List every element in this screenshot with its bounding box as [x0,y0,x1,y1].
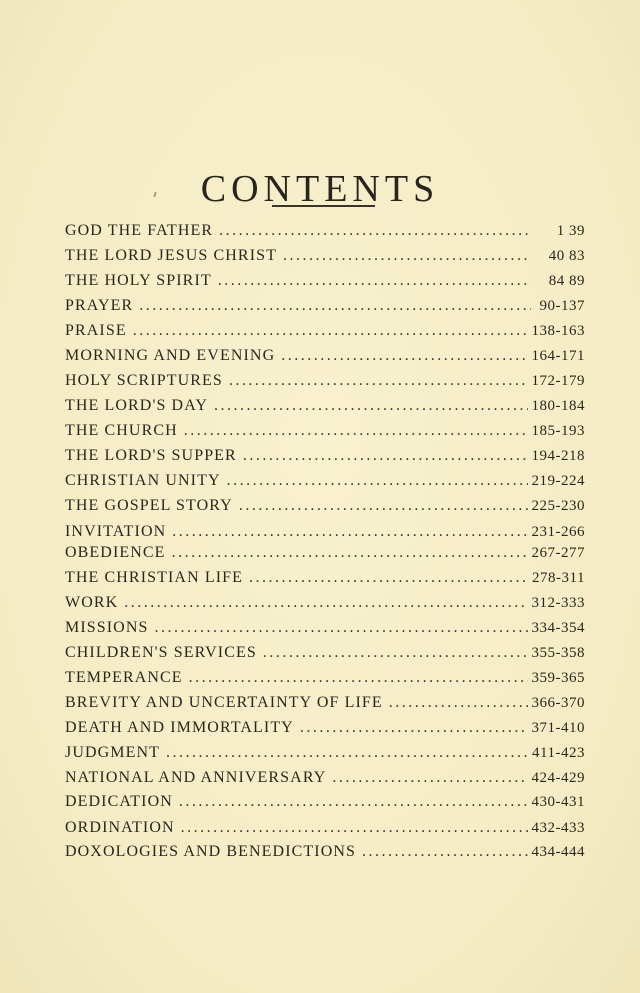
toc-entry-label: NATIONAL AND ANNIVERSARY [65,769,327,786]
dot-leader [166,744,528,762]
toc-entry-label: INVITATION [65,523,167,540]
toc-entry-pages: 84 89 [548,273,585,289]
dot-leader [155,619,528,637]
toc-entry [65,347,585,371]
toc-entry-pages: 231-266 [531,524,585,540]
toc-entry-label: TEMPERANCE [65,669,183,686]
toc-entry-label: BREVITY AND UNCERTAINTY OF LIFE [65,694,383,711]
toc-entry [65,247,585,271]
toc-entry-pages: 434-444 [531,844,585,860]
toc-entry-label: DOXOLOGIES AND BENEDICTIONS [65,843,357,860]
toc-entry-label: PRAYER [65,297,134,314]
toc-entry [65,819,585,843]
toc-entry [65,619,585,643]
dot-leader [139,297,531,315]
dot-leader [283,247,531,265]
toc-entry-pages: 40 83 [548,248,585,264]
dot-leader [300,719,528,737]
toc-entry-label: DEDICATION [65,793,173,810]
toc-entry-label: THE LORD JESUS CHRIST [65,247,278,264]
toc-entry-pages: 359-365 [531,670,585,686]
toc-entry-pages: 355-358 [531,645,585,661]
dot-leader [218,272,531,290]
toc-entry-label: MORNING AND EVENING [65,347,276,364]
toc-entry-pages: 366-370 [531,695,585,711]
toc-entry-label: OBEDIENCE [65,544,166,561]
dot-leader [133,322,528,340]
toc-entry-label: JUDGMENT [65,744,161,761]
toc-entry-pages: 312-333 [531,595,585,611]
contents-heading: CONTENTS [200,168,440,211]
toc-entry-label: THE LORD'S SUPPER [65,447,237,464]
toc-entry [65,544,585,568]
toc-entry [65,222,585,246]
toc-entry-label: HOLY SCRIPTURES [65,372,223,389]
toc-entry-pages: 138-163 [531,323,585,339]
toc-entry-pages: 432-433 [531,820,585,836]
dot-leader [181,819,528,837]
toc-entry [65,472,585,496]
toc-entry-pages: 334-354 [531,620,585,636]
dot-leader [172,523,527,541]
dot-leader [227,472,528,490]
toc-entry [65,497,585,521]
toc-entry-pages: 172-179 [531,373,585,389]
toc-entry-label: CHRISTIAN UNITY [65,472,221,489]
dot-leader [239,497,528,515]
toc-entry-label: DEATH AND IMMORTALITY [65,719,294,736]
dot-leader [179,793,528,811]
toc-entry-label: GOD THE FATHER [65,222,214,239]
dot-leader [263,644,528,662]
toc-entry-pages: 90-137 [539,298,585,314]
toc-entry-pages: 430-431 [531,794,585,810]
toc-entry [65,694,585,718]
toc-entry [65,322,585,346]
toc-entry-label: CHILDREN'S SERVICES [65,644,257,661]
toc-entry [65,843,585,867]
toc-entry-pages: 1 39 [556,223,585,239]
toc-entry [65,793,585,817]
toc-entry [65,272,585,296]
toc-entry-label: THE LORD'S DAY [65,397,209,414]
toc-entry [65,719,585,743]
dot-leader [362,843,527,861]
toc-entry-label: THE CHURCH [65,422,178,439]
dot-leader [332,769,527,787]
toc-entry-label: THE CHRISTIAN LIFE [65,569,244,586]
toc-entry-label: THE GOSPEL STORY [65,497,233,514]
dot-leader [249,569,528,587]
toc-entry [65,297,585,321]
toc-entry-pages: 225-230 [531,498,585,514]
toc-entry-pages: 194-218 [531,448,585,464]
toc-entry-label: MISSIONS [65,619,149,636]
dot-leader [184,422,528,440]
toc-entry-pages: 219-224 [531,473,585,489]
toc-entry-label: WORK [65,594,119,611]
toc-entry-pages: 411-423 [532,745,585,761]
dot-leader [124,594,527,612]
dot-leader [281,347,527,365]
toc-entry [65,569,585,593]
toc-entry [65,397,585,421]
dot-leader [229,372,528,390]
dot-leader [172,544,528,562]
toc-entry [65,744,585,768]
dot-leader [214,397,527,415]
dot-leader [189,669,528,687]
toc-entry-pages: 424-429 [531,770,585,786]
toc-entry-label: PRAISE [65,322,127,339]
dot-leader [219,222,531,240]
toc-entry [65,422,585,446]
toc-entry-pages: 180-184 [531,398,585,414]
toc-entry [65,669,585,693]
toc-entry-pages: 371-410 [531,720,585,736]
toc-entry [65,644,585,668]
toc-entry-pages: 267-277 [531,545,585,561]
toc-entry [65,594,585,618]
toc-entry [65,769,585,793]
heading-rule [272,205,375,207]
toc-entry [65,372,585,396]
toc-entry-label: ORDINATION [65,819,175,836]
toc-entry-pages: 164-171 [531,348,585,364]
toc-entry-label: THE HOLY SPIRIT [65,272,212,289]
toc-entry-pages: 185-193 [531,423,585,439]
toc-entry-pages: 278-311 [532,570,585,586]
dot-leader [389,694,528,712]
toc-entry [65,447,585,471]
dot-leader [243,447,528,465]
